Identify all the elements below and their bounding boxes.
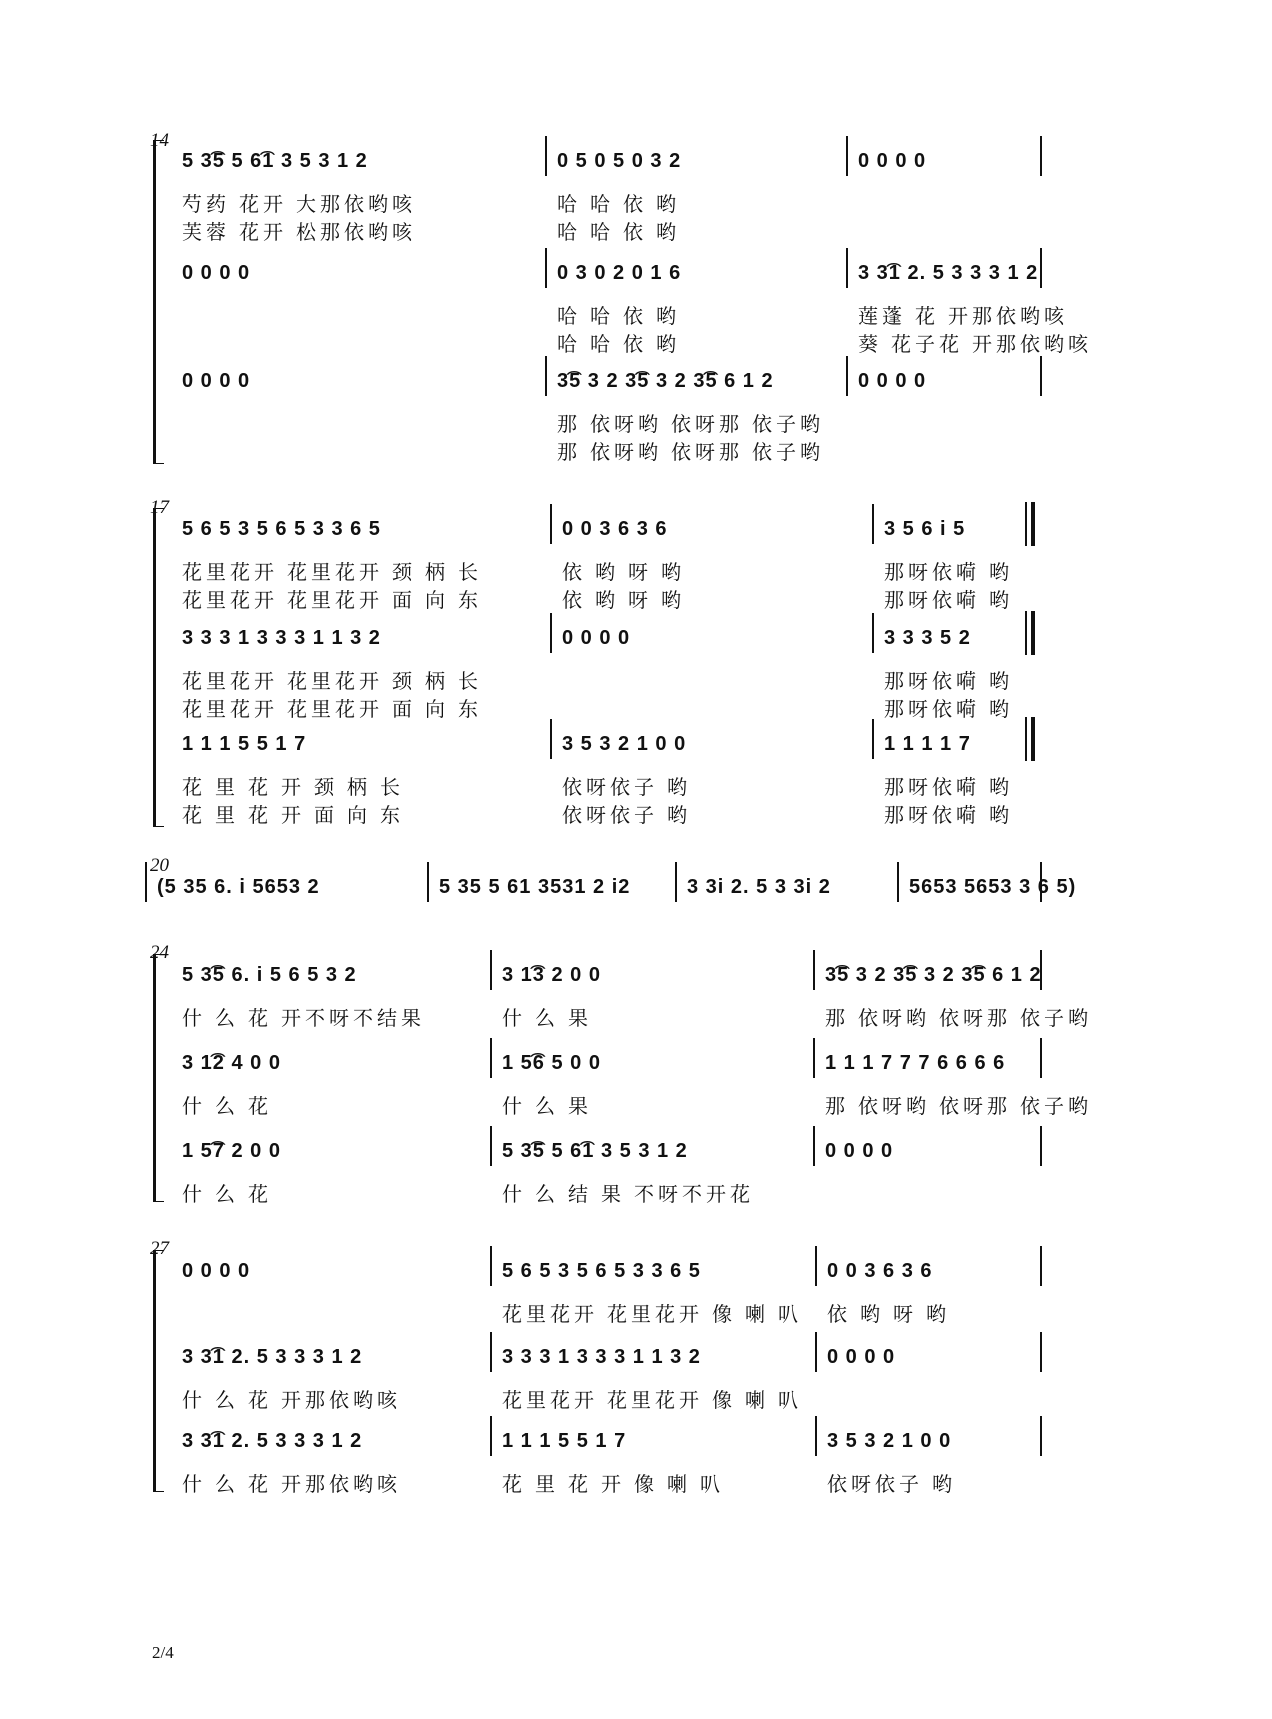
note-cell: 0 0 0 0: [858, 370, 927, 392]
lyric-line: 那 依呀哟 依呀那 依子哟: [557, 442, 824, 464]
note-cell: 5 6 5 3 5 6 5 3 3 6 5: [502, 1260, 701, 1282]
note-cell: 3͡5 3 2 3͡5 3 2 3͡5 6 1 2: [557, 370, 774, 392]
note-cell: 5 3͡5 5 6͡1 3 5 3 1 2: [182, 150, 368, 172]
lyric-line: 什 么 花: [182, 1184, 272, 1206]
lyric-line: 哈 哈 依 哟: [557, 306, 680, 328]
note-cell: 1 5͡6 5 0 0: [502, 1052, 601, 1074]
note-cell: 3͡5 3 2 3͡5 3 2 3͡5 6 1 2: [825, 964, 1042, 986]
note-cell: 0 0 0 0: [825, 1140, 894, 1162]
note-cell: 1 5͡7 2 0 0: [182, 1140, 281, 1162]
note-cell: 0 3 0 2 0 1 6: [557, 262, 682, 284]
note-cell: 3 1͡2 4 0 0: [182, 1052, 281, 1074]
lyric-line: 什 么 花 开那依哟咳: [182, 1474, 401, 1496]
system-bracket: [153, 140, 164, 464]
lyric-line: 花里花开 花里花开 颈 柄 长: [182, 562, 482, 584]
lyric-line: 花里花开 花里花开 面 向 东: [182, 590, 482, 612]
note-cell: 3 5 6 i 5: [884, 518, 966, 540]
barline: [490, 1246, 492, 1286]
note-cell: 3 3͡1 2. 5 3 3 3 1 2: [182, 1430, 363, 1452]
note-cell: 5 6 5 3 5 6 5 3 3 6 5: [182, 518, 381, 540]
note-cell: 3 3i 2. 5 3 3i 2: [687, 876, 831, 898]
barline: [1040, 136, 1042, 176]
measure-number: 27: [150, 1238, 169, 1259]
barline: [897, 862, 899, 902]
barline: [490, 1038, 492, 1078]
lyric-line: 什 么 花 开那依哟咳: [182, 1390, 401, 1412]
note-cell: 0 0 0 0: [182, 262, 251, 284]
lyric-line: 什 么 花 开不呀不结果: [182, 1008, 425, 1030]
lyric-line: 花里花开 花里花开 像 喇 叭: [502, 1390, 802, 1412]
system-bracket: [153, 954, 164, 1202]
lyric-line: 芙蓉 花开 松那依哟咳: [182, 222, 416, 244]
barline: [846, 356, 848, 396]
measure-number: 20: [150, 855, 169, 876]
note-cell: 0 0 3 6 3 6: [827, 1260, 933, 1282]
lyric-line: 花里花开 花里花开 颈 柄 长: [182, 671, 482, 693]
lyric-line: 芍药 花开 大那依哟咳: [182, 194, 416, 216]
repeat-end-barline: [1025, 502, 1037, 546]
lyric-line: 那 依呀哟 依呀那 依子哟: [557, 414, 824, 436]
note-cell: 1 1 1 5 5 1 7: [182, 733, 307, 755]
barline: [815, 1332, 817, 1372]
lyric-line: 什 么 果: [502, 1096, 592, 1118]
page-number: 2/4: [152, 1643, 174, 1662]
barline: [872, 613, 874, 653]
note-cell: 3 3 3 1 3 3 3 1 1 3 2: [502, 1346, 701, 1368]
note-cell: 5653 5653 3 6 5): [909, 876, 1077, 898]
lyric-line: 花里花开 花里花开 面 向 东: [182, 699, 482, 721]
lyric-line: 花 里 花 开 面 向 东: [182, 805, 404, 827]
barline: [1040, 1038, 1042, 1078]
barline: [550, 719, 552, 759]
note-cell: 0 5 0 5 0 3 2: [557, 150, 682, 172]
barline: [490, 1416, 492, 1456]
barline: [550, 613, 552, 653]
note-cell: 0 0 0 0: [182, 370, 251, 392]
note-cell: 0 0 0 0: [858, 150, 927, 172]
barline: [872, 504, 874, 544]
lyric-line: 依呀依子 哟: [827, 1474, 956, 1496]
lyric-line: 那呀依嗬 哟: [884, 671, 1013, 693]
lyric-line: 依 哟 呀 哟: [827, 1304, 950, 1326]
lyric-line: 什 么 结 果 不呀不开花: [502, 1184, 754, 1206]
lyric-line: 哈 哈 依 哟: [557, 222, 680, 244]
note-cell: 5 3͡5 5 6͡1 3 5 3 1 2: [502, 1140, 688, 1162]
barline: [145, 862, 147, 902]
lyric-line: 依呀依子 哟: [562, 805, 691, 827]
lyric-line: 那呀依嗬 哟: [884, 777, 1013, 799]
barline: [545, 356, 547, 396]
lyric-line: 那 依呀哟 依呀那 依子哟: [825, 1096, 1092, 1118]
barline: [1040, 356, 1042, 396]
barline: [1040, 1126, 1042, 1166]
note-cell: 1 1 1 1 7: [884, 733, 971, 755]
barline: [545, 248, 547, 288]
lyric-line: 莲蓬 花 开那依哟咳: [858, 306, 1068, 328]
barline: [490, 1126, 492, 1166]
note-cell: 0 0 0 0: [182, 1260, 251, 1282]
lyric-line: 依 哟 呀 哟: [562, 562, 685, 584]
barline: [872, 719, 874, 759]
note-cell: 3 3 3 5 2: [884, 627, 971, 649]
note-cell: 1 1 1 7 7 7 6 6 6 6: [825, 1052, 1006, 1074]
lyric-line: 花 里 花 开 颈 柄 长: [182, 777, 404, 799]
barline: [1040, 1416, 1042, 1456]
lyric-line: 花里花开 花里花开 像 喇 叭: [502, 1304, 802, 1326]
barline: [1040, 248, 1042, 288]
note-cell: 3 3͡1 2. 5 3 3 3 1 2: [858, 262, 1039, 284]
lyric-line: 那呀依嗬 哟: [884, 590, 1013, 612]
lyric-line: 什 么 花: [182, 1096, 272, 1118]
barline: [427, 862, 429, 902]
note-cell: (5 35 6. i 5653 2: [157, 876, 320, 898]
lyric-line: 什 么 果: [502, 1008, 592, 1030]
note-cell: 0 0 0 0: [827, 1346, 896, 1368]
lyric-line: 花 里 花 开 像 喇 叭: [502, 1474, 724, 1496]
lyric-line: 那呀依嗬 哟: [884, 562, 1013, 584]
note-cell: 3 5 3 2 1 0 0: [562, 733, 687, 755]
barline: [490, 950, 492, 990]
lyric-line: 那呀依嗬 哟: [884, 805, 1013, 827]
lyric-line: 依 哟 呀 哟: [562, 590, 685, 612]
repeat-end-barline: [1025, 611, 1037, 655]
note-cell: 3 3 3 1 3 3 3 1 1 3 2: [182, 627, 381, 649]
barline: [490, 1332, 492, 1372]
note-cell: 3 5 3 2 1 0 0: [827, 1430, 952, 1452]
lyric-line: 哈 哈 依 哟: [557, 194, 680, 216]
barline: [815, 1246, 817, 1286]
note-cell: 3 1͡3 2 0 0: [502, 964, 601, 986]
lyric-line: 哈 哈 依 哟: [557, 334, 680, 356]
barline: [550, 504, 552, 544]
system-bracket: [153, 508, 164, 827]
note-cell: 0 0 0 0: [562, 627, 631, 649]
lyric-line: 依呀依子 哟: [562, 777, 691, 799]
note-cell: 3 3͡1 2. 5 3 3 3 1 2: [182, 1346, 363, 1368]
note-cell: 5 35 5 61 3531 2 i2: [439, 876, 631, 898]
measure-number: 24: [150, 942, 169, 963]
barline: [813, 1038, 815, 1078]
barline: [1040, 1246, 1042, 1286]
note-cell: 5 3͡5 6. i 5 6 5 3 2: [182, 964, 357, 986]
measure-number: 14: [150, 130, 169, 151]
barline: [675, 862, 677, 902]
barline: [846, 248, 848, 288]
barline: [1040, 1332, 1042, 1372]
note-cell: 1 1 1 5 5 1 7: [502, 1430, 627, 1452]
measure-number: 17: [150, 497, 169, 518]
repeat-end-barline: [1025, 717, 1037, 761]
barline: [545, 136, 547, 176]
lyric-line: 葵 花子花 开那依哟咳: [858, 334, 1092, 356]
lyric-line: 那呀依嗬 哟: [884, 699, 1013, 721]
barline: [815, 1416, 817, 1456]
barline: [846, 136, 848, 176]
lyric-line: 那 依呀哟 依呀那 依子哟: [825, 1008, 1092, 1030]
barline: [813, 950, 815, 990]
system-bracket: [153, 1250, 164, 1492]
note-cell: 0 0 3 6 3 6: [562, 518, 668, 540]
barline: [813, 1126, 815, 1166]
